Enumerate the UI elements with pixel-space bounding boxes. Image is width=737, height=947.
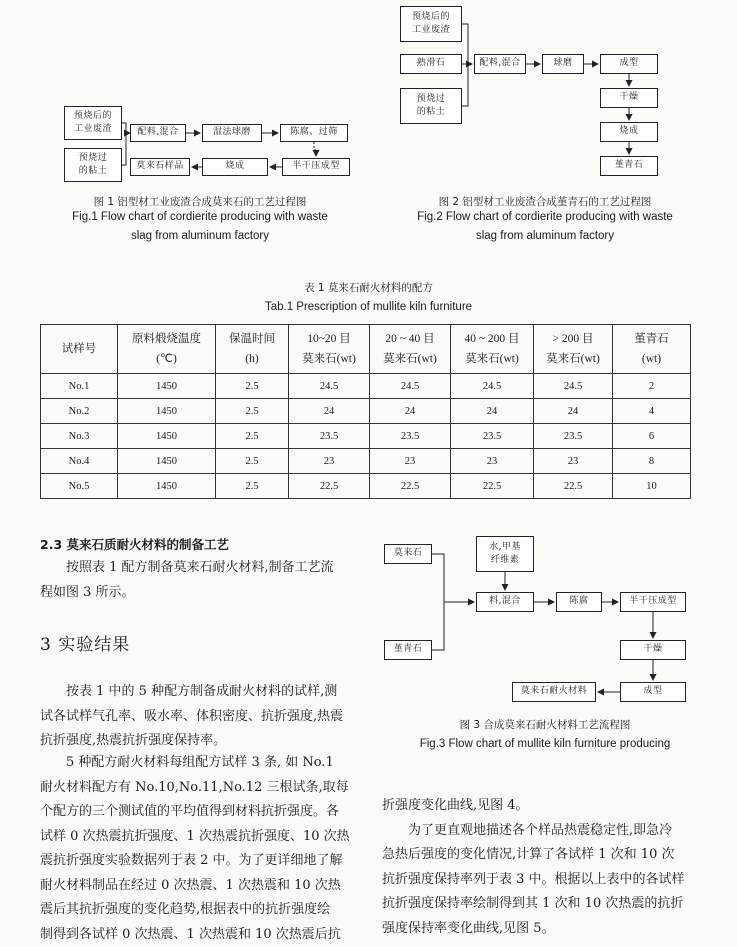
table-cell: 2.5 xyxy=(216,399,289,424)
section-2-3-heading: 2.3 莫来石质耐火材料的制备工艺 xyxy=(40,535,229,553)
fig2-box-clay: 预烧过 的粘土 xyxy=(400,88,462,124)
fig2-caption-cn: 图 2 铝型材工业废渣合成堇青石的工艺过程图 xyxy=(380,194,710,209)
table-row xyxy=(41,399,691,424)
table-cell: 2.5 xyxy=(216,474,289,499)
table-header-cell: 保温时间 (h) xyxy=(216,325,289,374)
table-cell: 1450 xyxy=(118,474,216,499)
table-header-cell: 试样号 xyxy=(41,325,118,374)
table-cell: No.3 xyxy=(41,424,118,449)
fig2-box-mix: 配料,混合 xyxy=(474,54,526,74)
fig1-caption-cn: 图 1 铝型材工业废渣合成莫来石的工艺过程图 xyxy=(40,194,360,209)
table-cell: No.5 xyxy=(41,474,118,499)
text-line: 抗折强度保持率列于表 3 中。根据以上表中的各试样 xyxy=(382,868,702,893)
table-cell: 1450 xyxy=(118,424,216,449)
table-cell: 1450 xyxy=(118,374,216,399)
text-line: 程如图 3 所示。 xyxy=(40,581,360,606)
table1-title-cn: 表 1 莫来石耐火材料的配方 xyxy=(0,280,737,295)
fig1-box-clay: 预烧过 的粘土 xyxy=(64,148,122,182)
table-cell: No.2 xyxy=(41,399,118,424)
table-row xyxy=(41,374,691,399)
table-cell: 22.5 xyxy=(451,474,534,499)
table-cell: 24.5 xyxy=(370,374,451,399)
fig2-box-talc: 熟滑石 xyxy=(400,54,462,74)
fig2-box-cordierite: 堇青石 xyxy=(600,156,658,176)
table-cell: 8 xyxy=(613,449,691,474)
text-line: 耐火材料配方有 No.10,No.11,No.12 三根试条,取每 xyxy=(40,776,370,801)
table-cell: 23 xyxy=(534,449,613,474)
fig3-box-fire: 成型 xyxy=(620,682,686,702)
text-line: 为了更直观地描述各个样品热震稳定性,即急冷 xyxy=(382,819,702,844)
text-line: 个配方的三个测试值的平均值得到材料抗折强度。各 xyxy=(40,800,370,825)
table-cell: 4 xyxy=(613,399,691,424)
section-3-paragraph-1 xyxy=(40,680,370,754)
table-cell: No.4 xyxy=(41,449,118,474)
table-cell: 24 xyxy=(289,399,370,424)
table-cell: 10 xyxy=(613,474,691,499)
table-header-row xyxy=(41,325,691,374)
table-row xyxy=(41,424,691,449)
table-cell: 23.5 xyxy=(370,424,451,449)
table-cell: 1450 xyxy=(118,399,216,424)
table-header-cell: 20 ~ 40 目 莫来石(wt) xyxy=(370,325,451,374)
table-header-cell: 原料煅烧温度 (℃) xyxy=(118,325,216,374)
fig3-box-cordierite: 堇青石 xyxy=(384,640,432,660)
text-line: 试各试样气孔率、吸水率、体积密度、抗折强度,热震 xyxy=(40,705,370,730)
table-header-cell: 40 ~ 200 目 莫来石(wt) xyxy=(451,325,534,374)
fig3-box-aging: 陈腐 xyxy=(556,592,602,612)
fig2-box-form: 成型 xyxy=(600,54,658,74)
table-cell: 22.5 xyxy=(370,474,451,499)
table-cell: 23 xyxy=(451,449,534,474)
fig3-box-mix: 料,混合 xyxy=(476,592,534,612)
fig3-caption-cn: 图 3 合成莫来石耐火材料工艺流程图 xyxy=(380,717,710,732)
table-cell: 23.5 xyxy=(451,424,534,449)
text-line: 耐火材料制品在经过 0 次热震、1 次热震和 10 次热 xyxy=(40,874,370,899)
text-line: 强度保持率变化曲线,见图 5。 xyxy=(382,917,702,942)
fig3-box-press: 半干压成型 xyxy=(620,592,686,612)
table-cell: 24 xyxy=(370,399,451,424)
table-cell: 1450 xyxy=(118,449,216,474)
text-line: 抗折强度保持率绘制得到其 1 次和 10 次热震的抗折 xyxy=(382,892,702,917)
table-row xyxy=(41,474,691,499)
table-header-cell: 堇青石 (wt) xyxy=(613,325,691,374)
table-cell: 6 xyxy=(613,424,691,449)
table-header-cell: > 200 目 莫来石(wt) xyxy=(534,325,613,374)
fig2-caption-en-1: Fig.2 Flow chart of cordierite producing with waste xyxy=(370,208,720,227)
fig3-box-water: 水,甲基 纤维素 xyxy=(476,536,534,572)
right-column-text xyxy=(382,794,702,941)
fig1-caption-en-1: Fig.1 Flow chart of cordierite producing with waste xyxy=(20,208,380,227)
table-cell: 23.5 xyxy=(534,424,613,449)
table-header-cell: 10~20 目 莫来石(wt) xyxy=(289,325,370,374)
text-line: 急热后强度的变化情况,计算了各试样 1 次和 10 次 xyxy=(382,843,702,868)
text-line: 按表 1 中的 5 种配方制备成耐火材料的试样,测 xyxy=(40,680,370,705)
text-line: 震后其抗折强度的变化趋势,根据表中的抗折强度绘 xyxy=(40,898,370,923)
table-cell: 24.5 xyxy=(289,374,370,399)
text-line: 按照表 1 配方制备莫来石耐火材料,制备工艺流 xyxy=(40,556,360,581)
fig1-caption-en-2: slag from aluminum factory xyxy=(20,227,380,246)
fig2-box-dry: 干燥 xyxy=(600,88,658,108)
table-cell: 2.5 xyxy=(216,424,289,449)
table-cell: 24.5 xyxy=(451,374,534,399)
table-cell: 23 xyxy=(289,449,370,474)
fig1-box-press: 半干压成型 xyxy=(282,158,350,176)
table-cell: No.1 xyxy=(41,374,118,399)
table-row xyxy=(41,449,691,474)
table-cell: 22.5 xyxy=(534,474,613,499)
table-cell: 22.5 xyxy=(289,474,370,499)
section-2-3-paragraph xyxy=(40,556,360,605)
fig1-box-fire: 烧成 xyxy=(202,158,268,176)
table-cell: 23.5 xyxy=(289,424,370,449)
text-line: 5 种配方耐火材料每组配方试样 3 条, 如 No.1 xyxy=(40,751,370,776)
fig2-caption-en-2: slag from aluminum factory xyxy=(370,227,720,246)
text-line: 制得到各试样 0 次热震、1 次热震和 10 次热震后抗 xyxy=(40,923,370,947)
table-cell: 24 xyxy=(534,399,613,424)
text-line: 震抗折强度实验数据列于表 2 中。为了更详细地了解 xyxy=(40,849,370,874)
fig2-box-fire: 烧成 xyxy=(600,122,658,142)
text-line: 试样 0 次热震抗折强度、1 次热震抗折强度、10 次热 xyxy=(40,825,370,850)
table-cell: 24 xyxy=(451,399,534,424)
fig1-box-wetmill: 湿法球磨 xyxy=(202,124,262,142)
fig2-box-slag: 预烧后的 工业废渣 xyxy=(400,6,462,42)
fig1-box-mix: 配料,混合 xyxy=(130,124,186,142)
table-cell: 2.5 xyxy=(216,449,289,474)
table-cell: 24.5 xyxy=(534,374,613,399)
section-3-paragraph-2 xyxy=(40,751,370,947)
table1-title-en: Tab.1 Prescription of mullite kiln furniture xyxy=(0,298,737,317)
table-cell: 2.5 xyxy=(216,374,289,399)
table-1 xyxy=(40,324,691,499)
fig2-box-mill: 球磨 xyxy=(542,54,584,74)
fig3-box-dry: 干燥 xyxy=(620,640,686,660)
text-line: 折强度变化曲线,见图 4。 xyxy=(382,794,702,819)
table-cell: 2 xyxy=(613,374,691,399)
text-line: 抗折强度,热震抗折强度保持率。 xyxy=(40,729,370,754)
fig3-box-mullite: 莫来石 xyxy=(384,544,432,564)
fig3-box-product: 莫来石耐火材料 xyxy=(512,682,596,702)
fig1-box-aging: 陈腐、过筛 xyxy=(280,124,348,142)
fig1-box-slag: 预烧后的 工业废渣 xyxy=(64,106,122,140)
table-cell: 23 xyxy=(370,449,451,474)
fig1-box-sample: 莫来石样品 xyxy=(130,158,190,176)
fig3-caption-en: Fig.3 Flow chart of mullite kiln furniture producing xyxy=(370,735,720,754)
section-3-heading: 3 实验结果 xyxy=(40,630,130,655)
